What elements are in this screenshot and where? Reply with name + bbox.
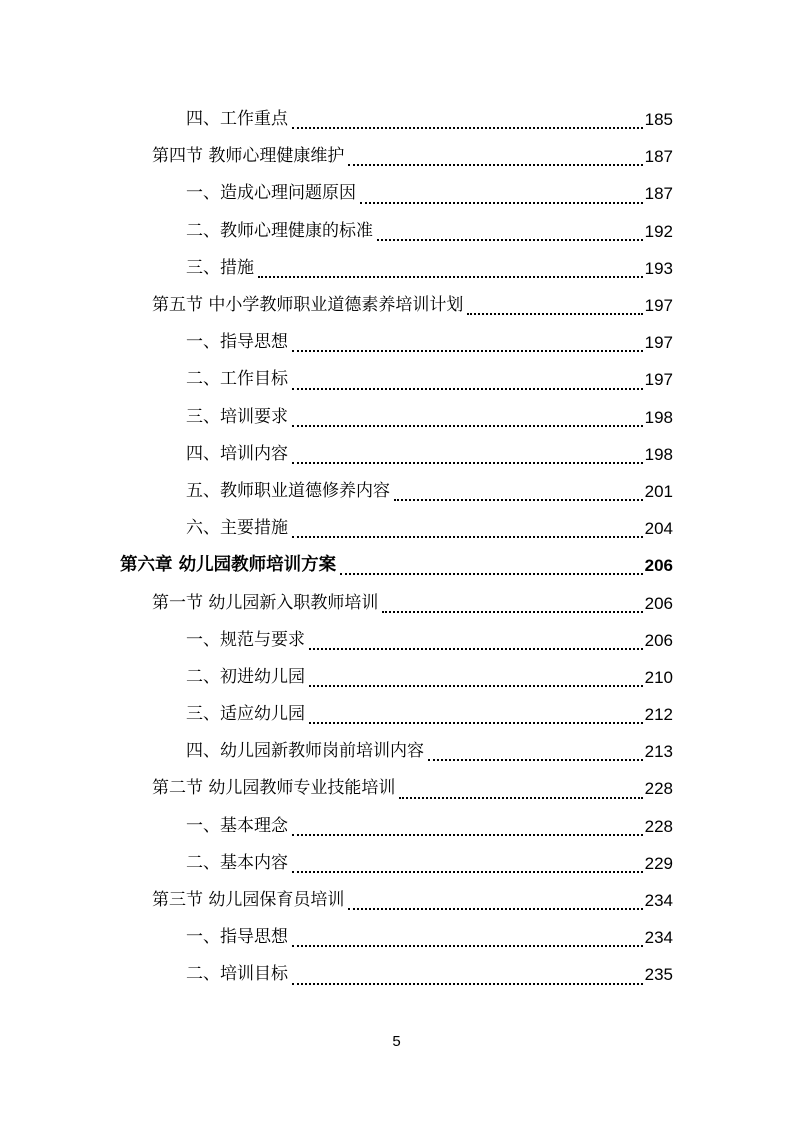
toc-item-entry[interactable] xyxy=(0,659,793,696)
toc-dot-leader xyxy=(394,499,643,501)
toc-entry-label: 第五节 中小学教师职业道德素养培训计划 xyxy=(152,295,464,316)
toc-dot-leader xyxy=(467,313,642,315)
toc-dot-leader xyxy=(292,425,643,427)
toc-entry-label: 第六章 幼儿园教师培训方案 xyxy=(120,555,337,576)
toc-dot-leader xyxy=(258,276,643,278)
toc-dot-leader xyxy=(292,834,643,836)
toc-entry-page: 213 xyxy=(644,742,673,762)
toc-entry-label: 五、教师职业道德修养内容 xyxy=(186,480,390,501)
toc-item-entry[interactable] xyxy=(0,399,793,436)
toc-entry-page: 228 xyxy=(644,779,673,799)
toc-entry-page: 187 xyxy=(644,147,673,167)
toc-section-entry[interactable] xyxy=(0,584,793,621)
toc-dot-leader xyxy=(377,239,643,241)
toc-entry-label: 二、教师心理健康的标准 xyxy=(186,220,373,241)
toc-dot-leader xyxy=(309,685,643,687)
toc-section-entry[interactable] xyxy=(0,882,793,919)
toc-dot-leader xyxy=(292,388,643,390)
toc-entry-page: 197 xyxy=(644,370,673,390)
toc-dot-leader xyxy=(340,573,643,575)
toc-dot-leader xyxy=(348,164,642,166)
toc-entry-label: 二、基本内容 xyxy=(186,852,288,873)
toc-dot-leader xyxy=(309,722,643,724)
toc-entry-page: 234 xyxy=(644,891,673,911)
toc-entry-label: 第二节 幼儿园教师专业技能培训 xyxy=(152,778,396,799)
toc-item-entry[interactable] xyxy=(0,361,793,398)
toc-entry-page: 201 xyxy=(644,481,673,501)
toc-entry-page: 235 xyxy=(644,965,673,985)
toc-dot-leader xyxy=(292,871,643,873)
toc-entry-page: 192 xyxy=(644,221,673,241)
toc-entry-page: 210 xyxy=(644,667,673,687)
toc-item-entry[interactable] xyxy=(0,101,793,138)
toc-item-entry[interactable] xyxy=(0,175,793,212)
toc-item-entry[interactable] xyxy=(0,845,793,882)
toc-entry-page: 193 xyxy=(644,258,673,278)
toc-entry-label: 一、造成心理问题原因 xyxy=(186,183,356,204)
toc-entry-page: 185 xyxy=(644,110,673,130)
toc-dot-leader xyxy=(292,350,643,352)
toc-entry-label: 四、幼儿园新教师岗前培训内容 xyxy=(186,741,424,762)
toc-entry-page: 206 xyxy=(644,630,673,650)
toc-item-entry[interactable] xyxy=(0,808,793,845)
toc-entry-page: 197 xyxy=(644,296,673,316)
toc-item-entry[interactable] xyxy=(0,956,793,993)
toc-entry-label: 二、工作目标 xyxy=(186,369,288,390)
toc-item-entry[interactable] xyxy=(0,324,793,361)
toc-entry-label: 第四节 教师心理健康维护 xyxy=(152,146,345,167)
toc-entry-page: 198 xyxy=(644,407,673,427)
toc-section-entry[interactable] xyxy=(0,287,793,324)
toc-entry-page: 198 xyxy=(644,444,673,464)
toc-item-entry[interactable] xyxy=(0,473,793,510)
toc-entry-page: 229 xyxy=(644,853,673,873)
toc-entry-page: 206 xyxy=(644,556,673,576)
toc-dot-leader xyxy=(292,127,643,129)
toc-entry-page: 197 xyxy=(644,333,673,353)
toc-entry-label: 一、指导思想 xyxy=(186,332,288,353)
toc-entry-page: 228 xyxy=(644,816,673,836)
toc-section-entry[interactable] xyxy=(0,770,793,807)
toc-dot-leader xyxy=(292,462,643,464)
toc-dot-leader xyxy=(360,202,643,204)
toc-entry-label: 二、培训目标 xyxy=(186,964,288,985)
toc-item-entry[interactable] xyxy=(0,436,793,473)
toc-entry-page: 206 xyxy=(644,593,673,613)
toc-entry-page: 204 xyxy=(644,519,673,539)
toc-dot-leader xyxy=(399,797,642,799)
toc-entry-label: 六、主要措施 xyxy=(186,518,288,539)
toc-entry-label: 二、初进幼儿园 xyxy=(186,666,305,687)
toc-item-entry[interactable] xyxy=(0,250,793,287)
toc-entry-page: 187 xyxy=(644,184,673,204)
toc-entry-label: 三、措施 xyxy=(186,257,254,278)
toc-dot-leader xyxy=(292,983,643,985)
toc-entry-page: 212 xyxy=(644,705,673,725)
toc-entry-label: 三、适应幼儿园 xyxy=(186,704,305,725)
toc-dot-leader xyxy=(292,536,643,538)
toc-entry-label: 第三节 幼儿园保育员培训 xyxy=(152,890,345,911)
page-number: 5 xyxy=(392,1033,401,1050)
table-of-contents xyxy=(0,101,793,994)
toc-entry-label: 三、培训要求 xyxy=(186,406,288,427)
toc-entry-label: 一、规范与要求 xyxy=(186,629,305,650)
toc-item-entry[interactable] xyxy=(0,213,793,250)
toc-dot-leader xyxy=(292,945,643,947)
toc-item-entry[interactable] xyxy=(0,733,793,770)
toc-dot-leader xyxy=(348,908,642,910)
toc-item-entry[interactable] xyxy=(0,510,793,547)
toc-dot-leader xyxy=(382,611,642,613)
toc-dot-leader xyxy=(428,759,643,761)
toc-item-entry[interactable] xyxy=(0,696,793,733)
toc-entry-page: 234 xyxy=(644,928,673,948)
toc-entry-label: 一、基本理念 xyxy=(186,815,288,836)
toc-entry-label: 四、工作重点 xyxy=(186,109,288,130)
toc-item-entry[interactable] xyxy=(0,622,793,659)
toc-entry-label: 一、指导思想 xyxy=(186,927,288,948)
toc-dot-leader xyxy=(309,648,643,650)
toc-entry-label: 四、培训内容 xyxy=(186,443,288,464)
toc-chapter-entry[interactable] xyxy=(0,547,793,584)
toc-section-entry[interactable] xyxy=(0,138,793,175)
toc-entry-label: 第一节 幼儿园新入职教师培训 xyxy=(152,592,379,613)
toc-item-entry[interactable] xyxy=(0,919,793,956)
